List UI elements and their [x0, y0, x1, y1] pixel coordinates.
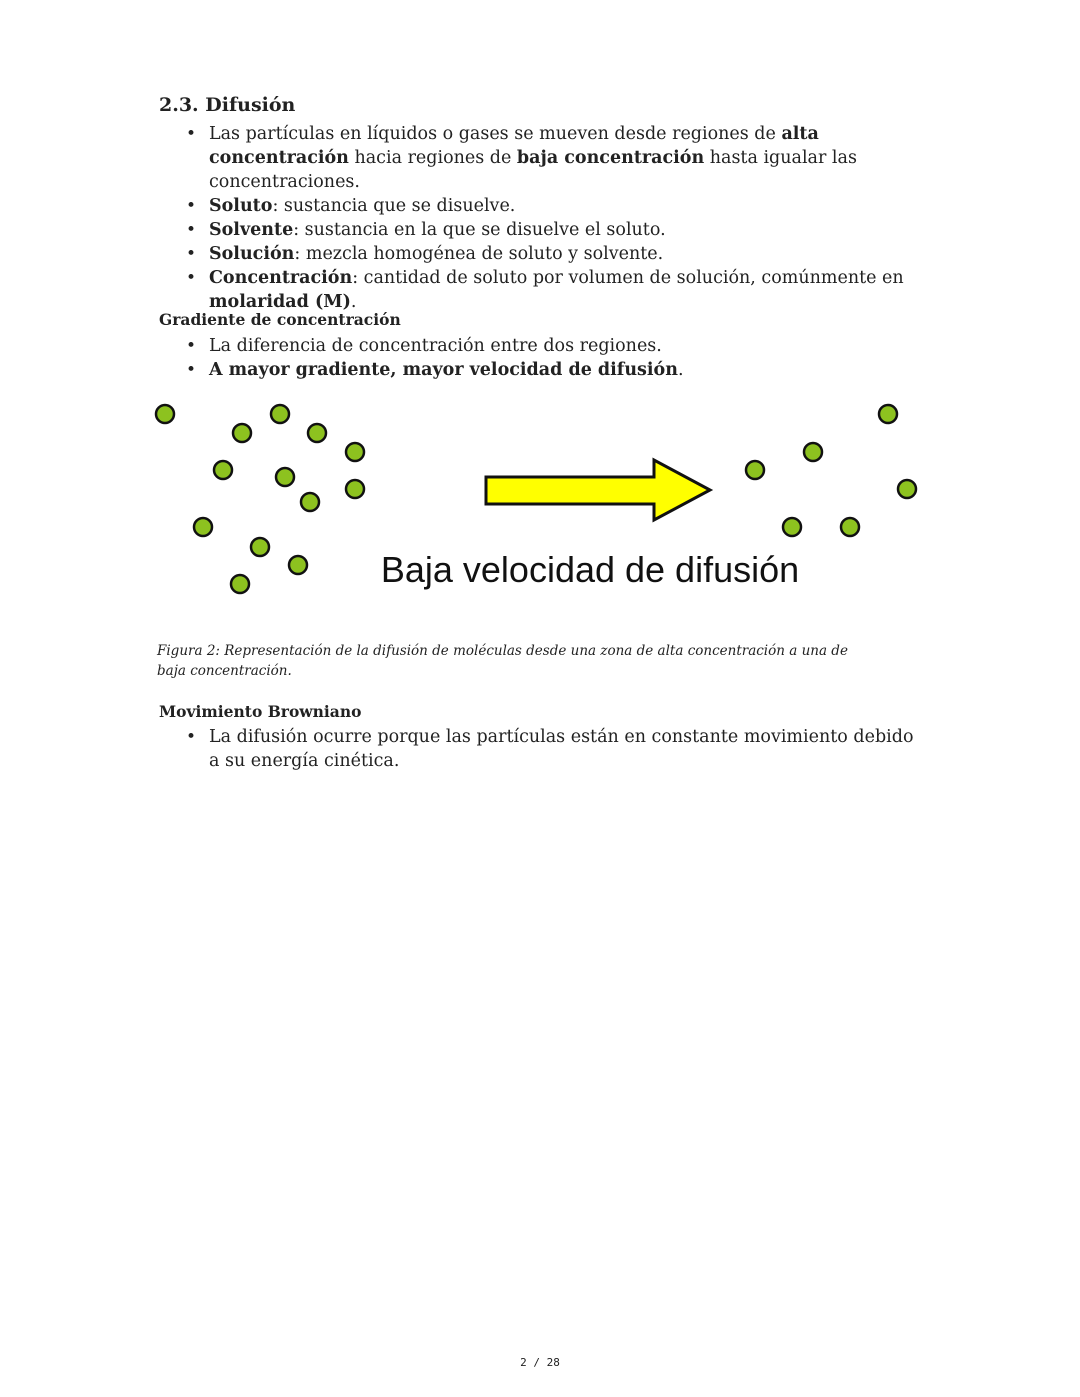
bullet-item [159, 242, 929, 266]
bullet-text: . [350, 292, 357, 312]
figure-caption-text: Representación de la difusión de moléculas desde una zona de alta concentración a una de baja concentración. [157, 643, 848, 679]
particle-circle [804, 443, 822, 461]
particle-circle [271, 405, 289, 423]
bullet-icon: • [186, 360, 197, 380]
bold-text: molaridad (M) [209, 292, 351, 312]
particle-circle [251, 538, 269, 556]
bullet-item [159, 725, 929, 773]
bullet-text: : cantidad de soluto por volumen de solución, comúnmente en [352, 268, 904, 288]
bullet-icon: • [186, 124, 197, 144]
bullet-text: hasta igualar las concentraciones. [209, 148, 857, 192]
figure-caption-prefix: Figura 2: [157, 643, 220, 659]
diffusion-illustration [150, 392, 930, 607]
bold-text: baja concentración [516, 148, 705, 168]
bullet-icon: • [186, 220, 197, 240]
particle-circle [276, 468, 294, 486]
bullet-text: Las partículas en líquidos o gases se mueven desde regiones de [209, 124, 782, 144]
bullet-icon: • [186, 244, 197, 264]
bold-text: Soluto [209, 196, 273, 216]
gradient-heading: Gradiente de concentración [159, 310, 401, 329]
particle-circle [898, 480, 916, 498]
particle-circle [289, 556, 307, 574]
bullet-item [159, 334, 929, 358]
bullet-icon: • [186, 268, 197, 288]
bullet-icon: • [186, 727, 197, 747]
particle-circle [746, 461, 764, 479]
bullet-icon: • [186, 196, 197, 216]
particle-circle [194, 518, 212, 536]
section-title: 2.3. Difusión [159, 94, 296, 116]
bullet-item [159, 218, 929, 242]
particle-circle [346, 480, 364, 498]
particle-circle [346, 443, 364, 461]
particle-circle [308, 424, 326, 442]
bullet-text: La diferencia de concentración entre dos regiones. [209, 336, 662, 356]
brownian-heading: Movimiento Browniano [159, 702, 362, 721]
particle-circle [214, 461, 232, 479]
gradient-bullet-list [159, 334, 929, 382]
particle-circle [301, 493, 319, 511]
bullet-text: hacia regiones de [348, 148, 517, 168]
bullet-text: . [677, 360, 684, 380]
page-number: 2 / 28 [520, 1356, 560, 1369]
arrow-right-icon [486, 460, 710, 520]
particle-circle [841, 518, 859, 536]
bold-text: Concentración [209, 268, 353, 288]
bullet-item [159, 266, 929, 314]
figure-caption [157, 641, 877, 681]
diffusion-bullet-list [159, 122, 929, 314]
bullet-item [159, 358, 929, 382]
bullet-text: : sustancia en la que se disuelve el soluto. [293, 220, 666, 240]
bullet-item [159, 194, 929, 218]
diffusion-figure [150, 392, 930, 607]
figure-label: Baja velocidad de difusión [380, 549, 800, 590]
bold-text: Solución [209, 244, 295, 264]
particle-circle [233, 424, 251, 442]
bullet-text: : sustancia que se disuelve. [272, 196, 516, 216]
particle-circle [879, 405, 897, 423]
bold-text: A mayor gradiente, mayor velocidad de difusión [209, 360, 678, 380]
particle-circle [783, 518, 801, 536]
bold-text: Solvente [209, 220, 294, 240]
bullet-text: : mezcla homogénea de soluto y solvente. [294, 244, 664, 264]
bullet-text: La difusión ocurre porque las partículas están en constante movimiento debido a su energía cinética. [209, 727, 914, 771]
brownian-bullet-list [159, 725, 929, 773]
particle-circle [231, 575, 249, 593]
bullet-icon: • [186, 336, 197, 356]
bold-text: alta concentración [209, 124, 819, 168]
bullet-item [159, 122, 929, 194]
particle-circle [156, 405, 174, 423]
